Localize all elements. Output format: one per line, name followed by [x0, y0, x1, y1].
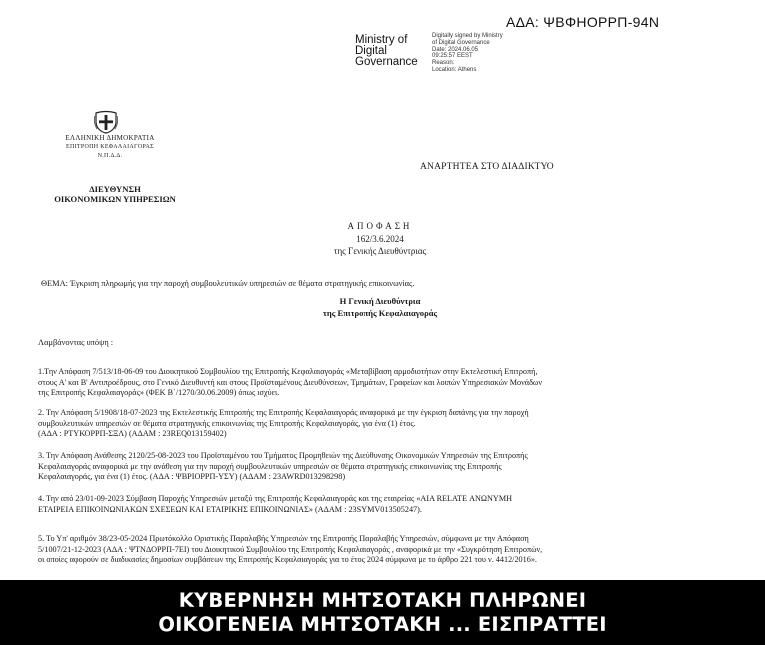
commission-name: ΕΠΙΤΡΟΠΗ ΚΕΦΑΛΑΙΑΓΟΡΑΣ — [66, 144, 154, 150]
item-line: (ΑΔΑ : ΡΤΥΚΟΡΡΠ-ΣΞΛ) (ΑΔΑΜ : 23REQ013159402) — [38, 429, 227, 438]
decision-issuer: της Γενικής Διευθύντριας — [333, 246, 427, 256]
decision-title: ΑΠΟΦΑΣΗ — [347, 221, 413, 231]
item-line: 1.Την Απόφαση 7/513/18-06-09 του Διοικητικού Συμβουλίου της Επιτροπής Κεφαλαιαγοράς «Μεταβίβαση αρμοδιοτήτων στην Εκτελεστική Επιτροπή, — [38, 367, 538, 376]
list-item — [38, 534, 733, 566]
caption-line-1: ΚΥΒΕΡΝΗΣΗ ΜΗΤΣΟΤΑΚΗ ΠΛΗΡΩΝΕΙ — [178, 589, 587, 612]
item-line: 5/1007/21-12-2023 (ΑΔΑ : ΨΤΝΔΟΡΡΠ-7ΕΙ) του Διοικητικού Συμβουλίου της Επιτροπής Κεφαλαιαγοράς , αναφορικά με την «Συγκρότηση Επιτροπών, — [38, 544, 543, 554]
general-director-line: της Επιτροπής Κεφαλαιαγοράς — [322, 307, 438, 318]
post-online-notice: ΑΝΑΡΤΗΤΕΑ ΣΤΟ ΔΙΑΔΙΚΤΥΟ — [420, 162, 554, 172]
item-line: συμβουλευτικών υπηρεσιών σε θέματα στρατηγικής επικοινωνίας της Επιτροπής Κεφαλαιαγοράς, για ένα (1) έτος. — [38, 418, 416, 428]
issuer-block — [50, 134, 170, 161]
directorate-line: ΟΙΚΟΝΟΜΙΚΩΝ ΥΠΗΡΕΣΙΩΝ — [54, 194, 176, 204]
item-line: οι οποίες αφορούν σε διαδικασίες δημοσίων συμβάσεων της Επιτροπής Κεφαλαιαγοράς για το έτος 2024 σύμφωνα με το άρθρο 221 του ν. 4412/2016». — [38, 555, 537, 564]
item-line: στους Α' και Β' Αντιπροέδρους, στο Γενικό Διευθυντή και στους Προϊσταμένους Διευθύνσεων, Τμημάτων, Γραφείων και λοιπών Υπηρεσιακών Μονάδων — [38, 377, 543, 387]
list-item — [38, 408, 733, 440]
ministry-signature-label — [355, 35, 418, 68]
directorate-name — [40, 184, 190, 204]
item-line: Κεφαλαιαγοράς αναφορικά με την ανάθεση για την παροχή συμβουλευτικών υπηρεσιών σε θέματα στρατηγικής επικοινωνίας της Επιτροπής — [38, 461, 502, 471]
state-name: ΕΛΛΗΝΙΚΗ ΔΗΜΟΚΡΑΤΙΑ — [65, 134, 155, 142]
considering-label: Λαμβάνοντας υπόψη : — [38, 338, 114, 347]
general-director-line: Η Γενική Διευθύντρια — [339, 296, 421, 306]
list-item — [38, 494, 733, 515]
decision-heading — [280, 220, 480, 258]
ada-code: ΑΔΑ: ΨΒΦΗΟΡΡΠ-94Ν — [506, 14, 660, 30]
signature-line: 09:25:57 EEST — [432, 53, 473, 60]
item-line: της Επιτροπής Κεφαλαιαγοράς» (ΦΕΚ Β΄/1270/30.06.2009) όπως ισχύει. — [38, 388, 280, 397]
item-line: ΕΤΑΙΡΕΙΑ ΕΠΙΚΟΙΝΩΝΙΑΚΩΝ ΣΧΕΣΕΩΝ ΚΑΙ ΕΤΑΙΡΙΚΗΣ ΕΠΙΚΟΙΝΩΝΙΑΣ» (ΑΔΑΜ : 23SYMV013505247). — [38, 504, 422, 514]
caption-line-2: ΟΙΚΟΓΕΝΕΙΑ ΜΗΤΣΟΤΑΚΗ ... ΕΙΣΠΡΑΤΤΕΙ — [158, 613, 607, 636]
signature-line: Digitally signed by Ministry — [432, 33, 503, 39]
item-line: 3. Την Απόφαση Ανάθεσης 2120/25-08-2023 του Προϊσταμένου του Τμήματος Προμηθειών της Διεύθυνσης Οικονομικών Υπηρεσιών της Επιτροπής — [38, 451, 528, 460]
item-line: Κεφαλαιαγοράς, για ένα (1) έτος. (ΑΔΑ : ΨΒΡΙΟΡΡΠ-ΥΣΥ) (ΑΔΑΜ : 23AWRD013298298) — [38, 472, 346, 481]
signature-line: Location: Athens — [432, 66, 477, 73]
signature-line: Reason: — [432, 60, 455, 67]
legal-form: Ν.Π.Δ.Δ. — [97, 153, 123, 159]
ministry-line: Ministry of — [355, 34, 408, 46]
list-item — [38, 451, 733, 483]
decision-number: 162/3.6.2024 — [356, 233, 404, 244]
general-director-heading — [250, 296, 510, 319]
subject-line: ΘΕΜΑ: Έγκριση πληρωμής για την παροχή συμβουλευτικών υπηρεσιών σε θέματα στρατηγικής επικοινωνίας. — [41, 279, 415, 288]
signature-line: Date: 2024.06.05 — [432, 46, 479, 53]
list-item — [38, 367, 733, 399]
item-line: 5. Το Υπ' αριθμόν 38/23-05-2024 Πρωτόκολλο Οριστικής Παραλαβής Υπηρεσιών της Επιτροπής Παραλαβής Υπηρεσιών, σύμφωνα με την Απόφαση — [38, 534, 529, 543]
item-line: 2. Την Απόφαση 5/1908/18-07-2023 της Εκτελεστικής Επιτροπής της Επιτροπής Κεφαλαιαγοράς αναφορικά με την έγκριση δαπάνης για την παροχή — [38, 408, 529, 417]
ministry-line: Digital — [355, 45, 387, 57]
signature-line: of Digital Governance — [432, 39, 490, 46]
digital-signature-details — [432, 33, 503, 74]
directorate-line: ΔΙΕΥΘΥΝΣΗ — [89, 184, 141, 194]
item-line: 4. Την από 23/01-09-2023 Σύμβαση Παροχής Υπηρεσιών μεταξύ της Επιτροπής Κεφαλαιαγοράς και της εταιρείας «ΑΙΑ RELATE ΑΝΩΝΥΜΗ — [38, 494, 513, 503]
ministry-line: Governance — [355, 56, 418, 68]
